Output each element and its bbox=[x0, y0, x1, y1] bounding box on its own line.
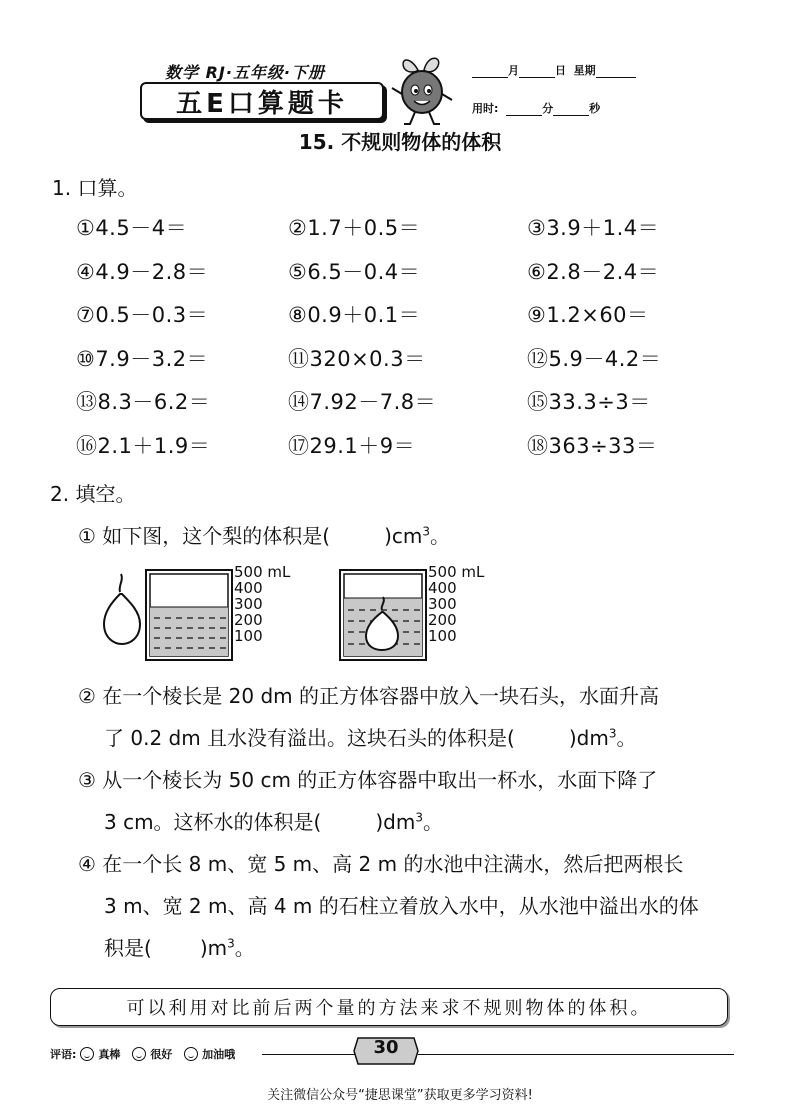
calc-item: ⑯2.1＋1.9＝ bbox=[76, 434, 211, 458]
calc-item: ①4.5－4＝ bbox=[76, 216, 188, 240]
smile-icon bbox=[132, 1047, 146, 1061]
calc-item: ③3.9＋1.4＝ bbox=[527, 216, 660, 240]
footer-rule-left bbox=[262, 1054, 358, 1055]
page-title: 15. 不规则物体的体积 bbox=[298, 130, 502, 154]
q2-item-4-line2: 3 m、宽 2 m、高 4 m 的石柱立着放入水中，从水池中溢出水的体 bbox=[104, 894, 699, 918]
date-line: 月 日 星期 bbox=[472, 62, 636, 78]
q2-item-2-line1: ② 在一个棱长是 20 dm 的正方体容器中放入一块石头，水面升高 bbox=[78, 684, 659, 708]
method-tip: 可以利用对比前后两个量的方法来求不规则物体的体积。 bbox=[50, 988, 728, 1026]
calc-item: ⑥2.8－2.4＝ bbox=[527, 260, 660, 284]
q2-item-3-line1: ③ 从一个棱长为 50 cm 的正方体容器中取出一杯水，水面下降了 bbox=[78, 768, 658, 792]
calc-item: ⑮33.3÷3＝ bbox=[527, 390, 651, 414]
time-line: 用时: 分 秒 bbox=[472, 102, 601, 115]
footer-note: 关注微信公众号“捷思课堂”获取更多学习资料! bbox=[267, 1088, 533, 1103]
calc-item: ⑪320×0.3＝ bbox=[288, 347, 426, 371]
calc-item: ⑭7.92－7.8＝ bbox=[288, 390, 437, 414]
beaker-after-figure bbox=[336, 560, 436, 664]
smile-icon bbox=[184, 1047, 198, 1061]
beaker-before-scale: 500 mL 400 300 200 100 bbox=[234, 563, 291, 645]
radish-mascot-icon bbox=[388, 50, 458, 128]
q2-item-2-line2: 了 0.2 dm 且水没有溢出。这块石头的体积是( )$dm^3$。 bbox=[104, 726, 637, 750]
q2-item-1: ① 如下图，这个梨的体积是( )$cm^3$。 bbox=[78, 524, 451, 548]
calc-item: ⑧0.9＋0.1＝ bbox=[288, 303, 421, 327]
q2-item-3-line2: 3 cm。这杯水的体积是( )$dm^3$。 bbox=[104, 810, 443, 834]
card-banner: 五E口算题卡 bbox=[140, 82, 384, 120]
calc-item: ⑨1.2×60＝ bbox=[527, 303, 649, 327]
calc-item: ⑰29.1＋9＝ bbox=[288, 434, 416, 458]
subject-label: 数学 RJ·五年级·下册 bbox=[165, 63, 326, 82]
evaluation-bar: 评语: 真棒 很好 加油哦 bbox=[50, 1048, 236, 1061]
page-number: 30 bbox=[373, 1036, 399, 1058]
beaker-before-figure bbox=[96, 560, 236, 664]
calc-item: ⑩7.9－3.2＝ bbox=[76, 347, 209, 371]
q2-item-4-line1: ④ 在一个长 8 m、宽 5 m、高 2 m 的水池中注满水，然后把两根长 bbox=[78, 852, 684, 876]
calc-item: ②1.7＋0.5＝ bbox=[288, 216, 421, 240]
q2-item-4-line3: 积是( )$m^3$。 bbox=[104, 936, 255, 960]
calc-item: ⑫5.9－4.2＝ bbox=[527, 347, 662, 371]
calc-item: ④4.9－2.8＝ bbox=[76, 260, 209, 284]
calc-item: ⑬8.3－6.2＝ bbox=[76, 390, 211, 414]
q1-heading: 1. 口算。 bbox=[52, 176, 138, 200]
footer-rule-right bbox=[418, 1054, 734, 1055]
smile-icon bbox=[80, 1047, 94, 1061]
calc-item: ⑱363÷33＝ bbox=[527, 434, 658, 458]
beaker-after-scale: 500 mL 400 300 200 100 bbox=[428, 563, 485, 645]
calc-item: ⑦0.5－0.3＝ bbox=[76, 303, 209, 327]
calc-item: ⑤6.5－0.4＝ bbox=[288, 260, 421, 284]
q2-heading: 2. 填空。 bbox=[50, 482, 136, 506]
